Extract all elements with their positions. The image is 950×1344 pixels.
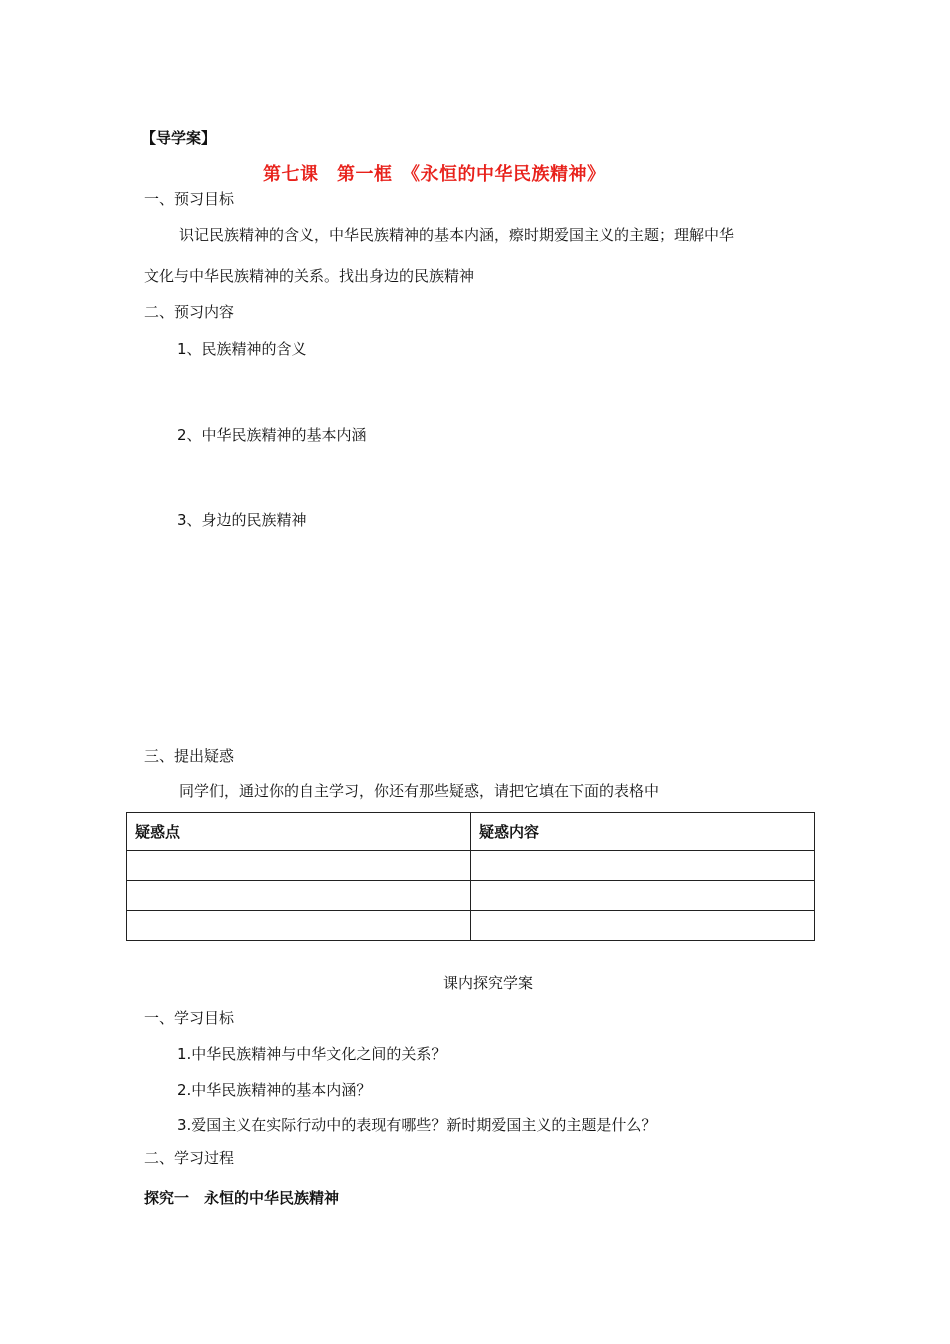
doubts-table xyxy=(126,812,815,941)
inclass-goal-3: 3.爱国主义在实际行动中的表现有哪些？新时期爱国主义的主题是什么？ xyxy=(177,1116,657,1134)
preview-goals-heading: 一、预习目标 xyxy=(144,190,235,208)
table-row xyxy=(127,881,815,911)
table-cell[interactable] xyxy=(127,851,471,881)
table-cell[interactable] xyxy=(127,881,471,911)
preview-goals-line2: 文化与中华民族精神的关系。找出身边的民族精神 xyxy=(144,267,475,285)
header-doubt-content: 疑惑内容 xyxy=(471,813,815,851)
doc-tag: 【导学案】 xyxy=(141,129,217,147)
learning-process-heading: 二、学习过程 xyxy=(144,1149,235,1167)
inclass-goals-heading: 一、学习目标 xyxy=(144,1009,235,1027)
table-row xyxy=(127,911,815,941)
preview-item-2: 2、中华民族精神的基本内涵 xyxy=(177,426,367,444)
doubts-heading: 三、提出疑惑 xyxy=(144,747,235,765)
inclass-goal-2: 2.中华民族精神的基本内涵？ xyxy=(177,1081,372,1099)
table-row xyxy=(127,851,815,881)
preview-item-1: 1、民族精神的含义 xyxy=(177,340,307,358)
table-header-row xyxy=(127,813,815,851)
inclass-goal-1: 1.中华民族精神与中华文化之间的关系？ xyxy=(177,1045,447,1063)
table-cell[interactable] xyxy=(471,881,815,911)
lesson-title: 第七课 第一框 《永恒的中华民族精神》 xyxy=(263,164,606,185)
explore-1-heading: 探究一 永恒的中华民族精神 xyxy=(144,1189,340,1207)
preview-item-3: 3、身边的民族精神 xyxy=(177,511,307,529)
inclass-title: 课内探究学案 xyxy=(443,974,534,992)
doubts-intro: 同学们，通过你的自主学习，你还有那些疑惑，请把它填在下面的表格中 xyxy=(179,782,660,800)
table-cell[interactable] xyxy=(471,911,815,941)
preview-goals-line1: 识记民族精神的含义，中华民族精神的基本内涵，瘵时期爱国主义的主题；理解中华 xyxy=(179,226,735,244)
header-doubt-point: 疑惑点 xyxy=(127,813,471,851)
table-cell[interactable] xyxy=(471,851,815,881)
table-cell[interactable] xyxy=(127,911,471,941)
preview-content-heading: 二、预习内容 xyxy=(144,303,235,321)
